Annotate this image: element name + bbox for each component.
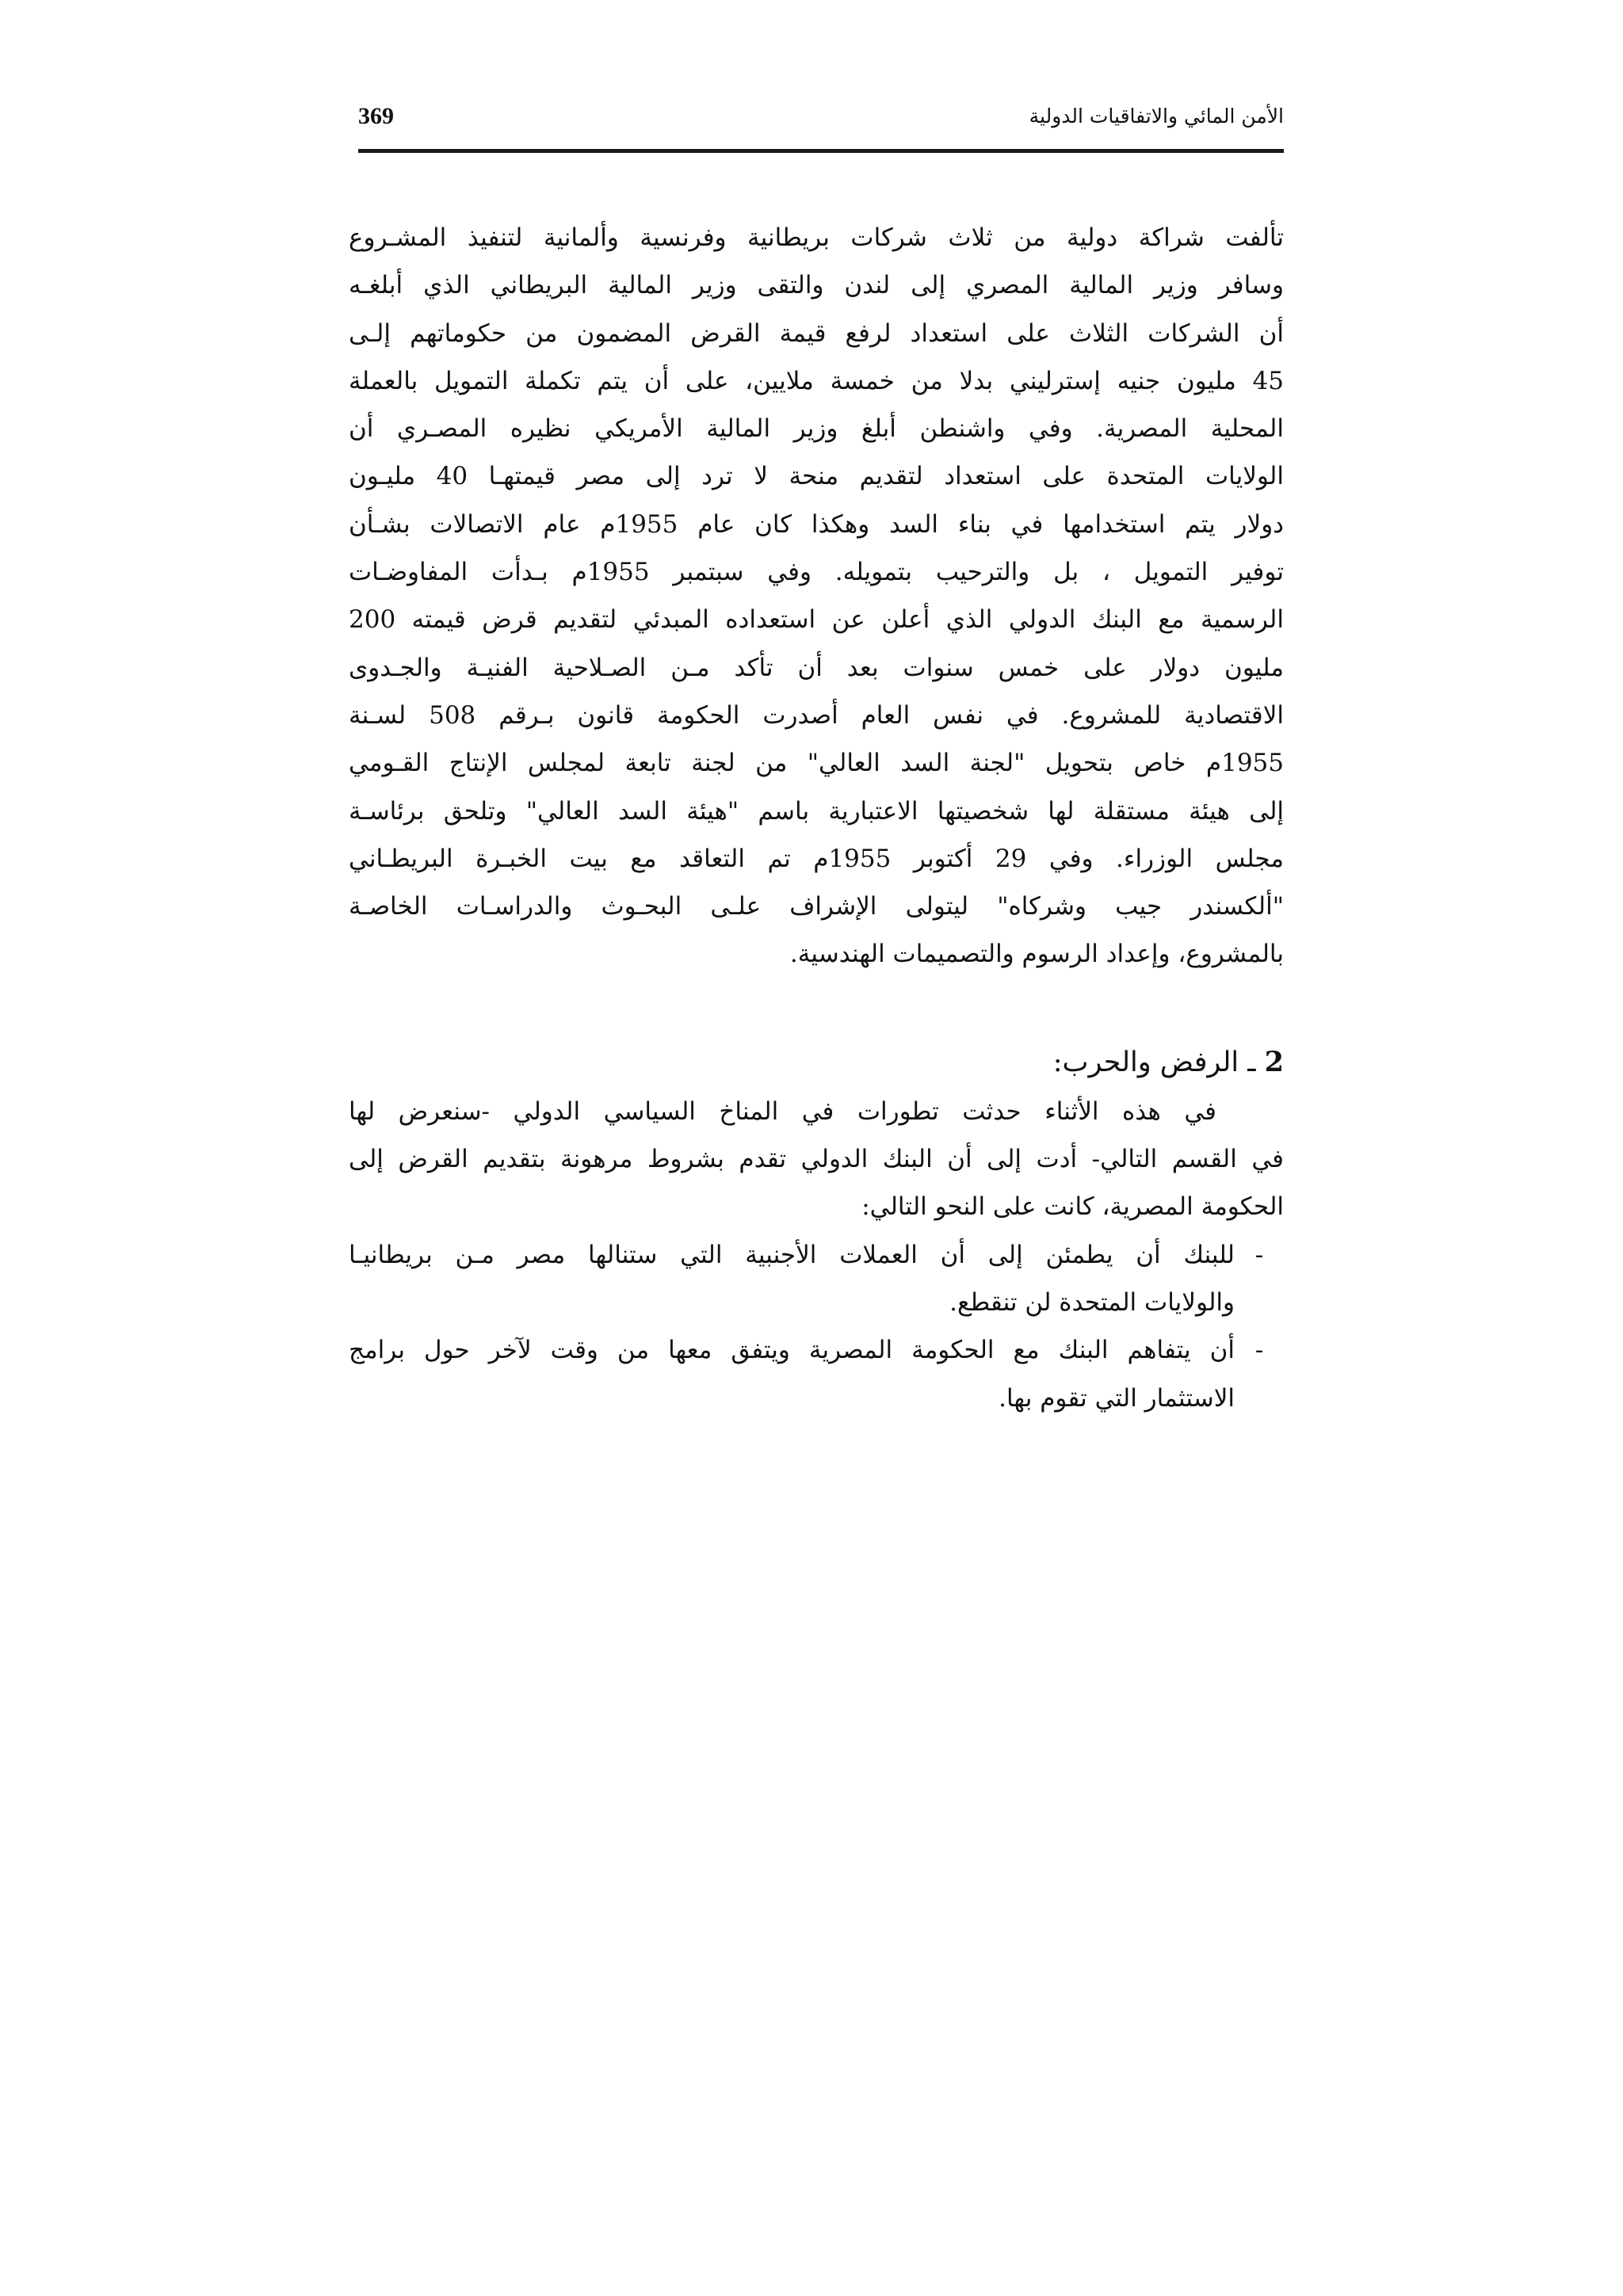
- bullet-dash: -: [1254, 1336, 1264, 1365]
- list-item: [349, 1231, 1284, 1327]
- paragraph-line: 45 مليون جنيه إسترليني بدلا من خمسة ملايين، على أن يتم تكملة التمويل بالعملة: [349, 366, 1284, 395]
- paragraph-line: تألفت شراكة دولية من ثلاث شركات بريطانية وفرنسية وألمانية لتنفيذ المشـروع: [349, 223, 1284, 252]
- section-spacer: [349, 978, 1284, 1037]
- bullet-dash: -: [1254, 1240, 1264, 1269]
- list-item-line: للبنك أن يطمئن إلى أن العملات الأجنبية التي ستنالها مصر مـن بريطانيـا: [349, 1240, 1235, 1269]
- paragraph-line: الحكومة المصرية، كانت على النحو التالي:: [861, 1192, 1284, 1222]
- list-item-line: أن يتفاهم البنك مع الحكومة المصرية ويتفق معها من وقت لآخر حول برامج: [349, 1336, 1235, 1365]
- paragraph-line: في هذه الأثناء حدثت تطورات في المناخ السياسي الدولي -سنعرض لها: [349, 1097, 1216, 1126]
- paragraph-line: الولايات المتحدة على استعداد لتقديم منحة لا ترد إلى مصر قيمتهـا 40 مليـون: [349, 462, 1284, 491]
- paragraph-line: المحلية المصرية. وفي واشنطن أبلغ وزير المالية الأمريكي نظيره المصـري أن: [349, 414, 1284, 444]
- paragraph-line: مجلس الوزراء. وفي 29 أكتوبر 1955م تم التعاقد مع بيت الخبـرة البريطـاني: [349, 844, 1284, 873]
- paragraph-line: بالمشروع، وإعداد الرسوم والتصميمات الهندسية.: [789, 940, 1284, 969]
- paragraph-line: الاقتصادية للمشروع. في نفس العام أصدرت الحكومة قانون بـرقم 508 لسـنة: [349, 700, 1284, 730]
- page-header: [358, 93, 1284, 153]
- paragraph-line: دولار يتم استخدامها في بناء السد وهكذا كان عام 1955م عام الاتصالات بشـأن: [349, 509, 1284, 539]
- paragraph-line: مليون دولار على خمس سنوات بعد أن تأكد مـن الصـلاحية الفنيـة والجـدوى: [349, 653, 1284, 682]
- paragraph-line: 1955م خاص بتحويل "لجنة السد العالي" من لجنة تابعة لمجلس الإنتاج القـومي: [349, 749, 1284, 778]
- paragraph-line: أن الشركات الثلاث على استعداد لرفع قيمة القرض المضمون من حكوماتهم إلـى: [349, 318, 1284, 348]
- section-title: ـ الرفض والحرب:: [1052, 1046, 1256, 1078]
- paragraph-line: الرسمية مع البنك الدولي الذي أعلن عن استعداده المبدئي لتقديم قرض قيمته 200: [349, 605, 1284, 635]
- page-body: [349, 214, 1284, 1422]
- paragraph-line: وسافر وزير المالية المصري إلى لندن والتقى وزير المالية البريطاني الذي أبلغـه: [349, 271, 1284, 300]
- list-item-line: والولايات المتحدة لن تنقطع.: [949, 1287, 1235, 1317]
- list-item-body: [349, 1326, 1235, 1422]
- section-heading: [349, 1037, 1284, 1088]
- running-title: الأمن المائي والاتفاقيات الدولية: [1029, 105, 1284, 128]
- list-item-body: [349, 1231, 1235, 1327]
- section-number: 2: [1264, 1045, 1284, 1078]
- paragraph-line: توفير التمويل ، بل والترحيب بتمويله. وفي سبتمبر 1955م بـدأت المفاوضـات: [349, 558, 1284, 587]
- list-item-line: الاستثمار التي تقوم بها.: [999, 1383, 1235, 1413]
- paragraph-line: في القسم التالي- أدت إلى أن البنك الدولي تقدم بشروط مرهونة بتقديم القرض إلى: [349, 1145, 1284, 1174]
- paragraph-line: "ألكسندر جيب وشركاه" ليتولى الإشراف علـى البحـوث والدراسـات الخاصـة: [349, 892, 1284, 921]
- list-item: [349, 1326, 1284, 1422]
- paragraph-2: [349, 1088, 1284, 1231]
- page-number: 369: [358, 103, 394, 129]
- paragraph-line: إلى هيئة مستقلة لها شخصيتها الاعتبارية باسم "هيئة السد العالي" وتلحق برئاسـة: [349, 796, 1284, 826]
- paragraph-1: [349, 214, 1284, 978]
